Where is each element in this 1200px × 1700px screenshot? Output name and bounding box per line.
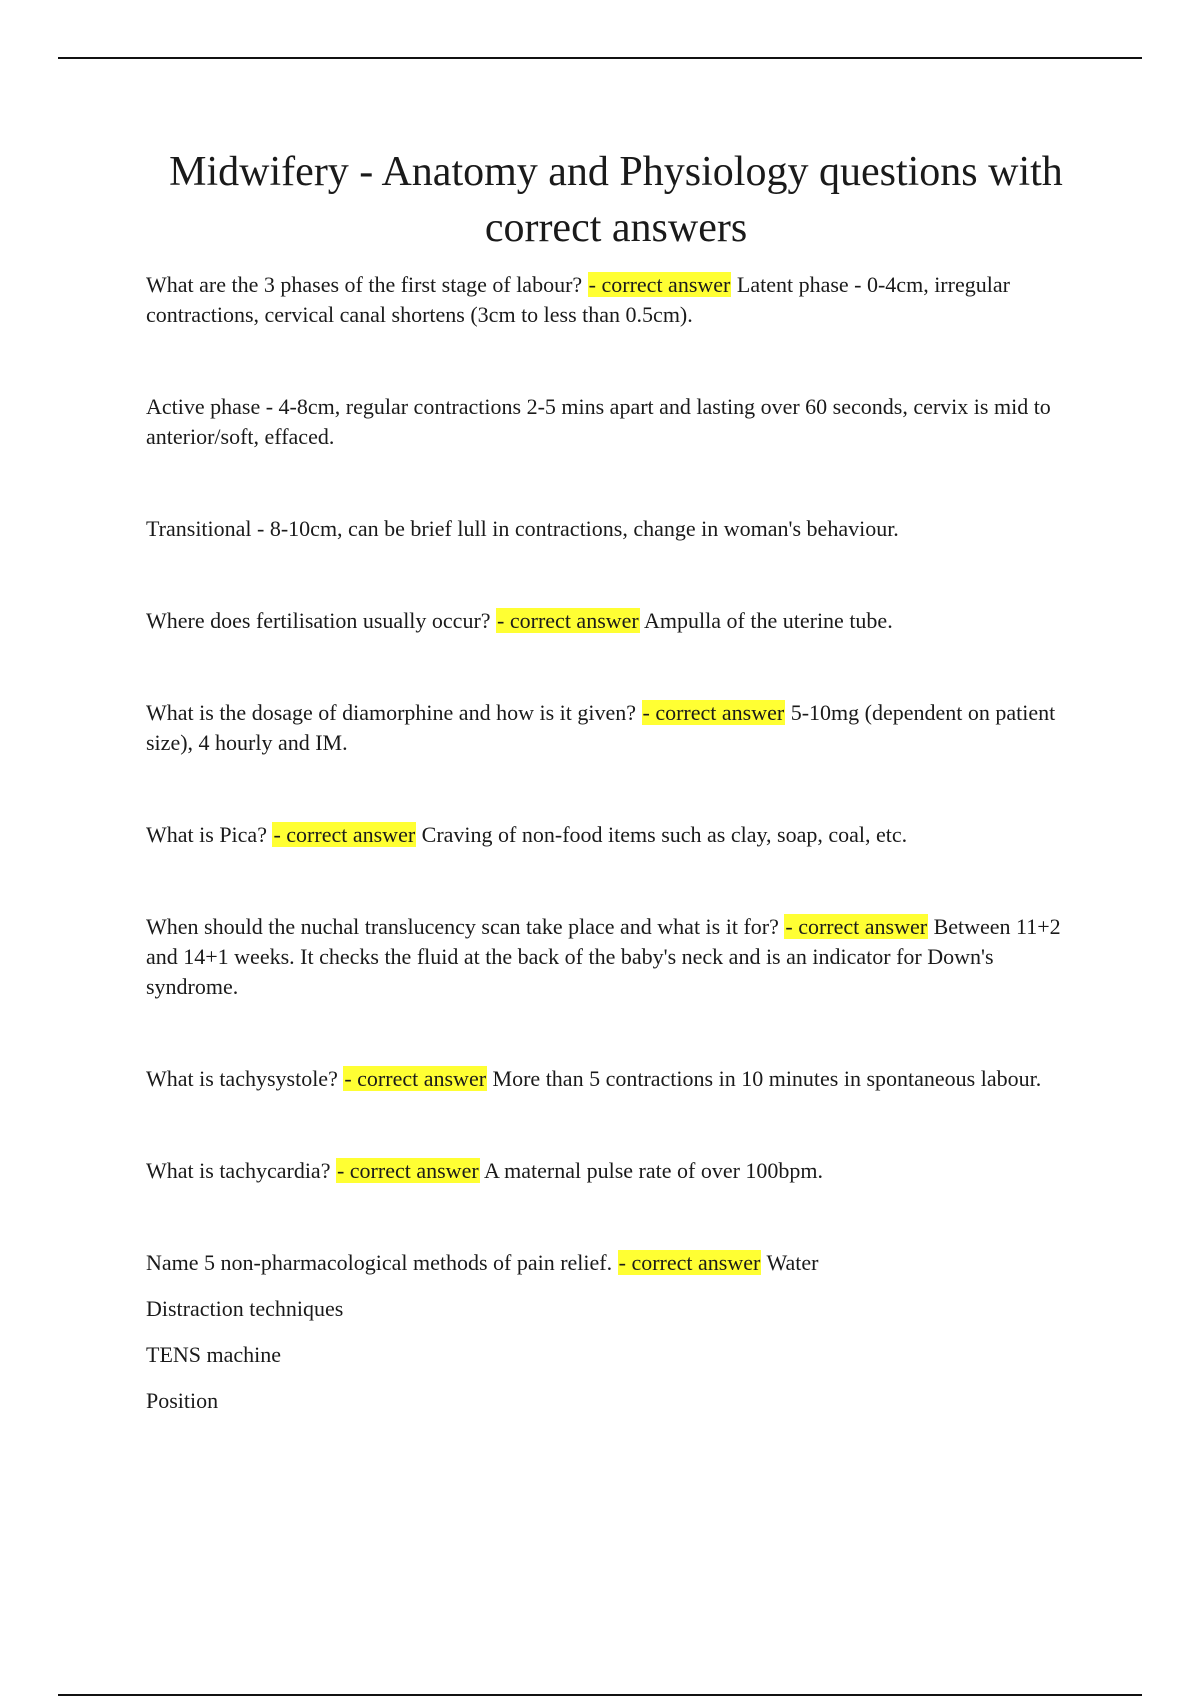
qa-item (146, 820, 1082, 850)
correct-answer-marker: - correct answer (344, 1066, 487, 1091)
answer-list-item: TENS machine (146, 1342, 282, 1367)
question-text: Where does fertilisation usually occur? (146, 608, 491, 633)
answer-list-item: Position (146, 1388, 219, 1413)
qa-item (146, 606, 1082, 636)
correct-answer-marker: - correct answer (336, 1158, 479, 1183)
answer-continuation: Transitional - 8-10cm, can be brief lull in contractions, change in woman's behaviour. (146, 516, 899, 541)
qa-item (146, 1248, 1082, 1278)
qa-item (146, 912, 1082, 1002)
qa-item (146, 270, 1082, 330)
answer-text: A maternal pulse rate of over 100bpm. (483, 1158, 824, 1183)
document-body (146, 270, 1082, 1416)
question-text: Name 5 non-pharmacological methods of pain relief. (146, 1250, 613, 1275)
answer-list-item: Distraction techniques (146, 1296, 344, 1321)
answer-text: More than 5 contractions in 10 minutes in spontaneous labour. (492, 1066, 1042, 1091)
answer-text: Water (766, 1250, 819, 1275)
bottom-rule (58, 1694, 1142, 1696)
document-title: Midwifery - Anatomy and Physiology questions with correct answers (169, 149, 1063, 251)
question-text: What is Pica? (146, 822, 267, 847)
correct-answer-marker: - correct answer (642, 700, 785, 725)
correct-answer-marker: - correct answer (618, 1250, 761, 1275)
question-text: What are the 3 phases of the first stage of labour? (146, 272, 583, 297)
correct-answer-marker: - correct answer (497, 608, 639, 633)
qa-item (146, 1156, 1082, 1186)
question-text: When should the nuchal translucency scan take place and what is it for? (146, 914, 779, 939)
question-text: What is tachycardia? (146, 1158, 331, 1183)
correct-answer-marker: - correct answer (785, 914, 928, 939)
top-rule (58, 57, 1142, 59)
answer-text: Craving of non-food items such as clay, soap, coal, etc. (421, 822, 908, 847)
answer-text: 5-10mg (dependent on patient size), 4 hourly and IM. (146, 700, 1056, 755)
answer-continuation: Active phase - 4-8cm, regular contractions 2-5 mins apart and lasting over 60 seconds, cervix is mid to anterior/soft, effaced. (146, 394, 1051, 449)
answer-text: Between 11+2 and 14+1 weeks. It checks the fluid at the back of the baby's neck and is an indicator for Down's syndrome. (146, 914, 1061, 999)
qa-item (146, 1064, 1082, 1094)
question-text: What is tachysystole? (146, 1066, 338, 1091)
correct-answer-marker: - correct answer (273, 822, 416, 847)
qa-item (146, 698, 1082, 758)
answer-text: Ampulla of the uterine tube. (644, 608, 893, 633)
correct-answer-marker: - correct answer (588, 272, 731, 297)
answer-text: Latent phase - 0-4cm, irregular contractions, cervical canal shortens (3cm to less than 0.5cm). (146, 272, 1010, 327)
question-text: What is the dosage of diamorphine and how is it given? (146, 700, 636, 725)
